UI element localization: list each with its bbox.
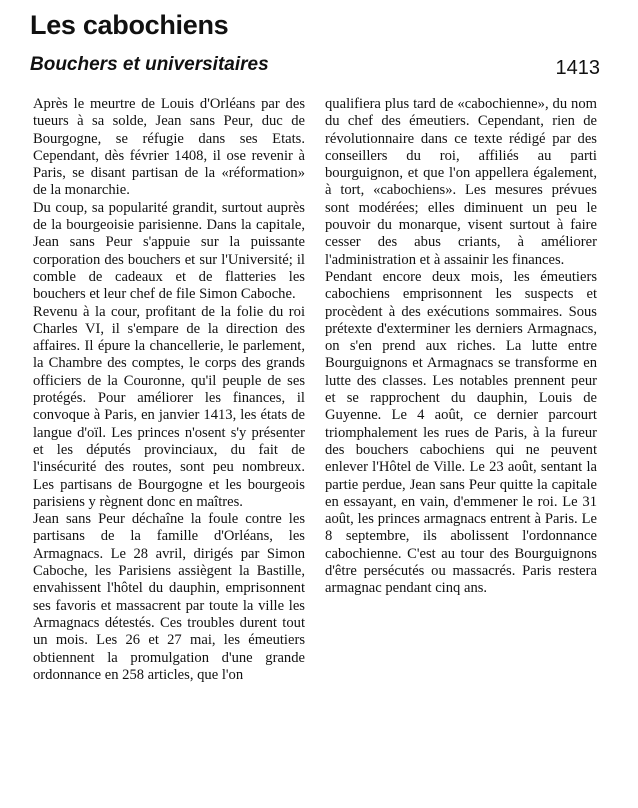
page-subtitle: Bouchers et universitaires	[30, 54, 269, 75]
paragraph: qualifiera plus tard de «cabochienne», du nom du chef des émeutiers. Cependant, rien de révolutionnaire dans ce texte rédigé par des conseillers du roi, affiliés au parti bourguignon, et que l'on appellera également, à tort, «cabochiens». Les mesures prévues sont modérées; elles diminuent un peu le pouvoir du monarque, visent surtout à faire cesser des abus criants, à améliorer l'administration et à assainir les finances.	[325, 96, 597, 268]
page-title: Les cabochiens	[30, 10, 229, 40]
year-label: 1413	[555, 57, 600, 79]
paragraph: Jean sans Peur déchaîne la foule contre les partisans de la famille d'Orléans, les Armagnacs. Le 28 avril, dirigés par Simon Caboche, les Parisiens assiègent la Bastille, envahissent l'hôtel du dauphin, emprisonnent ses favoris et massacrent par toute la ville les Armagnacs détestés. Ces troubles durent tout un mois. Les 26 et 27 mai, les émeutiers obtiennent la promulgation d'une grande ordonnance en 258 articles, que l'on	[33, 511, 305, 683]
text-column-left	[33, 96, 305, 684]
text-column-right	[325, 96, 597, 598]
paragraph: Après le meurtre de Louis d'Orléans par des tueurs à sa solde, Jean sans Peur, duc de Bourgogne, se réfugie dans ses Etats. Cependant, dès février 1408, il ose revenir à Paris, se disant partisan de la «réformation» de la monarchie.	[33, 96, 305, 199]
paragraph: Revenu à la cour, profitant de la folie du roi Charles VI, il s'empare de la direction des affaires. Il épure la chancellerie, le parlement, la Chambre des comptes, le corps des grands officiers de la Couronne, qu'il peuple de ses protégés. Pour améliorer les finances, il convoque à Paris, en janvier 1413, les états de langue d'oïl. Les princes n'osent s'y présenter et les députés provinciaux, du fait de l'insécurité des routes, sont peu nombreux. Les partisans de Bourgogne et les bourgeois parisiens y règnent donc en maîtres.	[33, 303, 305, 510]
paragraph: Du coup, sa popularité grandit, surtout auprès de la bourgeoisie parisienne. Dans la capitale, Jean sans Peur s'appuie sur la puissante corporation des bouchers et sur l'Université; il comble de cadeaux et de flatteries les bouchers et leur chef de file Simon Caboche.	[33, 199, 305, 303]
paragraph: Pendant encore deux mois, les émeutiers cabochiens emprisonnent les suspects et procèdent à des exécutions sommaires. Sous prétexte d'exterminer les derniers Armagnacs, on s'en prend aux riches. La lutte entre Bourguignons et Armagnacs se transforme en lutte des classes. Les notables prennent peur et se rapprochent du dauphin, Louis de Guyenne. Le 4 août, ce dernier parcourt triomphalement les rues de Paris, à la fureur des bouchers cabochiens qui ne peuvent enlever l'Hôtel de Ville. Le 23 août, sentant la partie perdue, Jean sans Peur quitte la capitale en essayant, en vain, d'emmener le roi. Le 31 août, les princes armagnacs entrent à Paris. Le 8 septembre, ils abolissent l'ordonnance cabochienne. C'est au tour des Bourguignons d'être persécutés ou massacrés. Paris restera armagnac pendant cinq ans.	[325, 268, 597, 597]
